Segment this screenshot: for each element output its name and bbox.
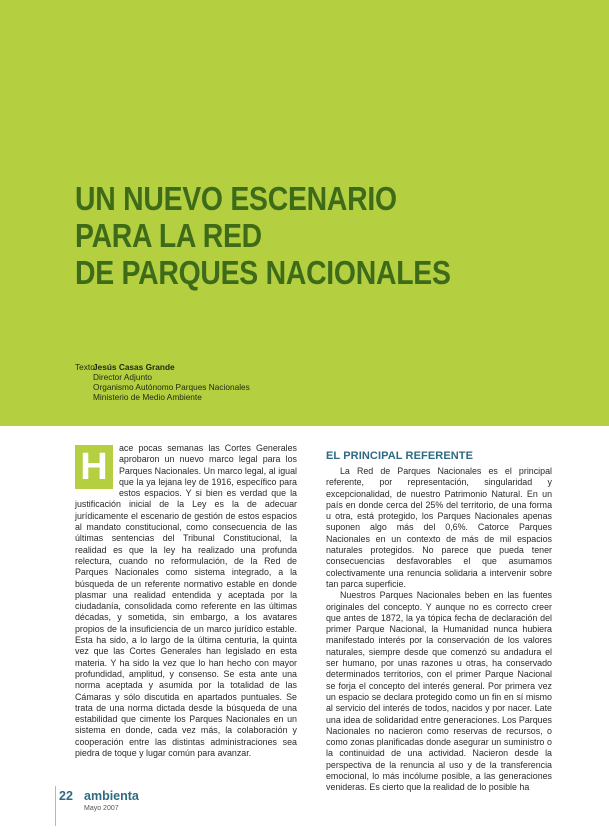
title-line-3: DE PARQUES NACIONALES xyxy=(75,254,451,291)
credits-label: Texto: xyxy=(75,362,98,372)
drop-cap: H xyxy=(75,445,113,489)
right-column xyxy=(326,450,552,794)
author-name: Jesús Casas Grande xyxy=(93,362,175,372)
section-heading: EL PRINCIPAL REFERENTE xyxy=(326,450,474,462)
left-column xyxy=(75,443,297,759)
intro-paragraph: ace pocas semanas las Cortes Generales aprobaron un nuevo marco legal para los Parques Nacionales. Un marco legal, al igual que la ya lejana ley de 1916, específico para estos espacios. Y si bien es verdad que la justificación inicial de la Ley es la de adecuar jurídicamente el escenario de gestión de estos espacios al mandato constitucional, como consecuencia de las últimas sentencias del Tribunal Constitucional, la realidad es que la ley ha realizado una profunda relectura, cuando no reformulación, de la Red de Parques Nacionales como sistema integrado, a la búsqueda de un referente normativo estable en donde plasmar una realidad entendida y aceptada por la ciudadanía, consolidada como referente en las últimas décadas, y sometida, sin embargo, a los avatares propios de la insuficiencia de un marco jurídico estable. Esta ha sido, a lo largo de la última centuria, la quinta vez que las Cortes Generales han legislado en esta materia. Y ha sido la vez que lo han hecho con mayor profundidad, amplitud, y consenso. Se esta ante una norma aceptada y asumida por la totalidad de las Cámaras y sólo discutida en apartados puntuales. Se trata de una norma dictada desde la búsqueda de una estabilidad que cimente los Parques Nacionales en un sistema en donde, cada vez más, la colaboración y cooperación entre las distintas administraciones sea piedra de toque y lugar común para avanzar. xyxy=(75,443,297,759)
magazine-name: ambienta xyxy=(84,789,139,803)
author-role-1: Director Adjunto xyxy=(93,372,153,382)
page-number: 22 xyxy=(59,789,73,803)
body-paragraph-2: Nuestros Parques Nacionales beben en las fuentes originales del concepto. Y aunque no es correcto creer que antes de 1872, la ya tópica fecha de declaración del primer Parque Nacional, la Humanidad nunca hubiera manifestado interés por la conservación de los valores naturales, siempre desde que comenzó su andadura el ser humano, por unas razones u otras, ha conservado determinados territorios, con el primer Parque Nacional se forja el concepto del interés general. Por primera vez un espacio se declara protegido como un fin en sí mismo al servicio del interés de todos, nacidos y por nacer. Late una idea de solidaridad entre generaciones. Los Parques Nacionales no nacieron como reservas de recursos, o como zonas planificadas donde asegurar un suministro o la continuidad de una actividad. Nacieron desde la perspectiva de la renuncia al uso y de la transferencia emocional, lo más incólume posible, a las generaciones venideras. Es cierto que la realidad de lo posible ha xyxy=(326,590,552,793)
author-credits xyxy=(75,362,250,402)
issue-date: Mayo 2007 xyxy=(84,805,119,812)
title-line-2: PARA LA RED xyxy=(75,217,262,254)
author-role-3: Ministerio de Medio Ambiente xyxy=(93,392,202,402)
article-title xyxy=(75,180,451,291)
footer-divider xyxy=(55,786,56,826)
title-line-1: UN NUEVO ESCENARIO xyxy=(75,180,397,217)
author-role-2: Organismo Autónomo Parques Nacionales xyxy=(93,382,250,392)
body-paragraph-1: La Red de Parques Nacionales es el principal referente, por representación, singularidad y excepcionalidad, de nuestro Patrimonio Natural. En un país en donde cerca del 25% del territorio, de una forma u otra, está protegido, los Parques Nacionales apenas suponen algo más del 0,6%. Catorce Parques Nacionales en un contexto de más de mil espacios naturales protegidos. No parece que pueda tener consecuencias desfavorables el que asumamos colectivamente una renuncia solidaria a intervenir sobre tan parca superficie. xyxy=(326,466,552,589)
